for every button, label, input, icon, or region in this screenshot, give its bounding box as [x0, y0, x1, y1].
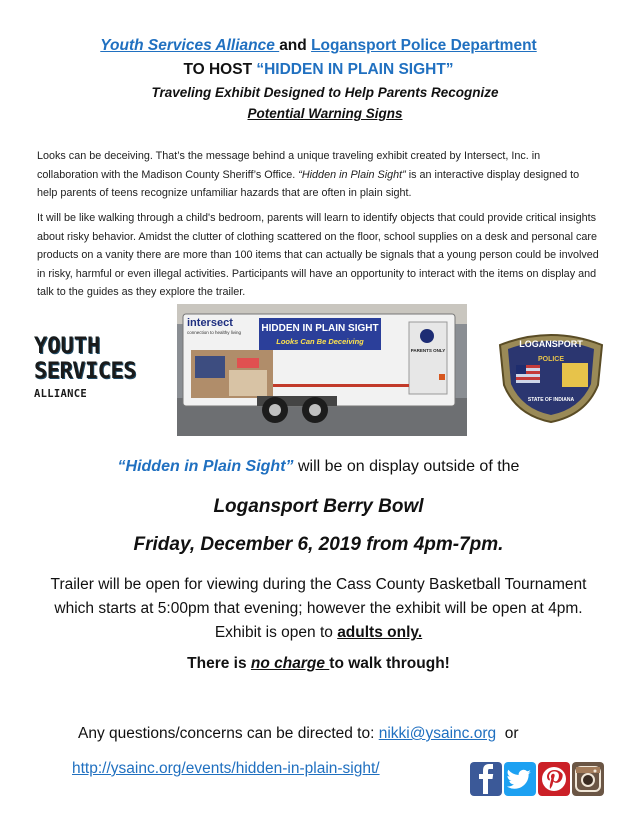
header-line-1	[0, 37, 637, 55]
twitter-icon[interactable]	[504, 762, 536, 796]
subtitle: Traveling Exhibit Designed to Help Parents Recognize	[151, 85, 499, 100]
trailer-info	[40, 573, 597, 645]
header-line-2	[0, 61, 637, 79]
display-rest: will be on display outside of the	[293, 458, 520, 475]
display-exhibit-name: “Hidden in Plain Sight”	[117, 458, 294, 475]
ysa-logo-services: SERVICES	[34, 359, 144, 384]
social-icons	[470, 762, 606, 800]
ysa-logo	[34, 334, 144, 402]
org-logansport-police[interactable]: Logansport Police Department	[311, 37, 537, 54]
logansport-police-badge	[494, 327, 608, 424]
intro-text-c: is an interactive display designed to help parents of teens recognize unfamiliar hazards that are often in plain sight.	[37, 168, 580, 199]
contact-or: or	[496, 725, 519, 742]
trailer-banner-text: HIDDEN IN PLAIN SIGHT	[261, 323, 379, 334]
subtitle-underlined: Potential Warning Signs	[247, 106, 403, 121]
contact-line	[78, 725, 519, 743]
display-line	[0, 458, 637, 476]
intro-paragraph	[37, 147, 602, 203]
pinterest-icon[interactable]	[538, 762, 570, 796]
no-charge-emphasis: no charge	[250, 655, 330, 672]
header-and: and	[279, 37, 312, 54]
no-charge-a: There is	[187, 655, 251, 672]
trailer-brand: intersect	[187, 317, 233, 329]
badge-state-text: STATE OF INDIANA	[527, 397, 575, 403]
description-paragraph: It will be like walking through a child's bedroom, parents will learn to identify objects that could provide critical insights about risky behavior. Amidst the clutter of clothing scattered on the floor, school supplies on a desk and personal care products on a vanity there are more than 100 items that can actually be signals that a young person could be involved in risky, harmful or even illegal activities. Participants will have an opportunity to interact with the items on display and talk to the guides as they explore the trailer.	[37, 212, 599, 298]
event-date: Friday, December 6, 2019 from 4pm-7pm.	[133, 534, 504, 555]
event-title: “HIDDEN IN PLAIN SIGHT”	[256, 61, 454, 78]
ysa-logo-youth: YOUTH	[34, 334, 144, 359]
trailer-info-text: Trailer will be open for viewing during the Cass County Basketball Tournament which starts at 5:00pm that evening; however the exhibit will be open at 4pm. Exhibit is open to	[50, 576, 587, 641]
contact-text: Any questions/concerns can be directed to:	[78, 725, 379, 742]
trailer-door-sign: PARENTS ONLY	[410, 348, 446, 353]
adults-only: adults only.	[337, 624, 423, 641]
intro-exhibit-name: “Hidden in Plain Sight”	[298, 168, 406, 181]
ysa-logo-alliance: ALLIANCE	[34, 388, 87, 400]
org-youth-services-alliance[interactable]: Youth Services Alliance	[100, 37, 280, 54]
contact-email-link[interactable]: nikki@ysainc.org	[378, 725, 497, 742]
badge-middle-text: POLICE	[537, 356, 565, 363]
no-charge-line	[0, 655, 637, 673]
no-charge-b: to walk through!	[329, 655, 450, 672]
header-to-host: TO HOST	[183, 61, 257, 78]
badge-top-text: LOGANSPORT	[519, 339, 583, 349]
intro-text-a: Looks can be deceiving. That’s the message behind a unique traveling exhibit created by Intersect, Inc. in collaboration with the Madison County Sheriff’s Office.	[37, 150, 541, 181]
venue: Logansport Berry Bowl	[213, 496, 424, 517]
trailer-brand-tagline: connection to healthy living	[187, 330, 242, 335]
instagram-icon[interactable]	[572, 762, 604, 796]
facebook-icon[interactable]	[470, 762, 502, 796]
trailer-photo	[177, 304, 467, 436]
trailer-banner-sub: Looks Can Be Deceiving	[276, 337, 364, 346]
event-url-line	[72, 760, 380, 778]
event-url-link[interactable]: http://ysainc.org/events/hidden-in-plain-sight/	[72, 760, 380, 777]
